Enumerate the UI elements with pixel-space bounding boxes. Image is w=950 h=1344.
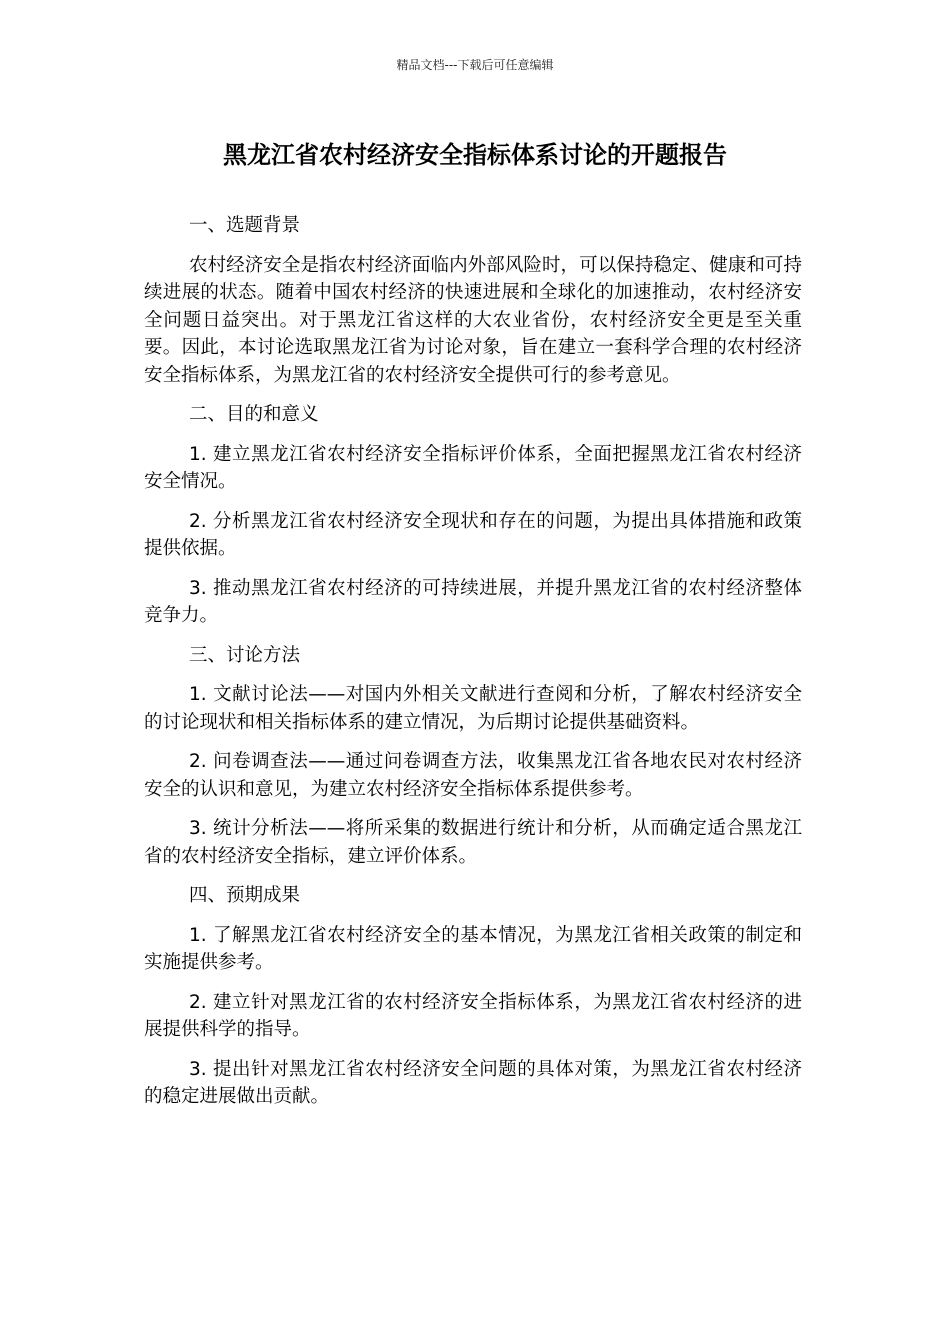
section-heading: 四、预期成果 (189, 885, 301, 906)
list-paragraph: 2. 问卷调查法——通过问卷调查方法，收集黑龙江省各地农民对农村经济安全的认识和意见，为建立农村经济安全指标体系提供参考。 (144, 751, 802, 800)
list-paragraph: 1. 了解黑龙江省农村经济安全的基本情况，为黑龙江省相关政策的制定和实施提供参考。 (144, 924, 802, 973)
section-purpose (144, 401, 802, 630)
body-paragraph: 农村经济安全是指农村经济面临内外部风险时，可以保持稳定、健康和可持续进展的状态。随着中国农村经济的快速进展和全球化的加速推动，农村经济安全问题日益突出。对于黑龙江省这样的大农业省份，农村经济安全更是至关重要。因此，本讨论选取黑龙江省为讨论对象，旨在建立一套科学合理的农村经济安全指标体系，为黑龙江省的农村经济安全提供可行的参考意见。 (144, 254, 802, 386)
list-paragraph: 3. 推动黑龙江省农村经济的可持续进展，并提升黑龙江省的农村经济整体竞争力。 (144, 577, 802, 626)
section-heading: 二、目的和意义 (189, 404, 319, 425)
section-background (144, 212, 802, 389)
document-body (144, 212, 802, 1123)
list-paragraph: 3. 提出针对黑龙江省农村经济安全问题的具体对策，为黑龙江省农村经济的稳定进展做出贡献。 (144, 1058, 802, 1107)
list-paragraph: 3. 统计分析法——将所采集的数据进行统计和分析，从而确定适合黑龙江省的农村经济安全指标，建立评价体系。 (144, 818, 802, 867)
page-header-note: 精品文档---下载后可任意编辑 (396, 58, 554, 72)
section-heading: 三、讨论方法 (189, 644, 301, 666)
list-paragraph: 1. 建立黑龙江省农村经济安全指标评价体系，全面把握黑龙江省农村经济安全情况。 (144, 443, 802, 492)
section-expected-results (144, 882, 802, 1111)
section-heading: 一、选题背景 (189, 215, 301, 236)
section-methods (144, 642, 802, 871)
list-paragraph: 2. 分析黑龙江省农村经济安全现状和存在的问题，为提出具体措施和政策提供依据。 (144, 510, 802, 559)
list-paragraph: 2. 建立针对黑龙江省的农村经济安全指标体系，为黑龙江省农村经济的进展提供科学的指导。 (144, 991, 802, 1040)
document-title: 黑龙江省农村经济安全指标体系讨论的开题报告 (223, 141, 727, 169)
list-paragraph: 1. 文献讨论法——对国内外相关文献进行查阅和分析，了解农村经济安全的讨论现状和相关指标体系的建立情况，为后期讨论提供基础资料。 (144, 684, 802, 733)
